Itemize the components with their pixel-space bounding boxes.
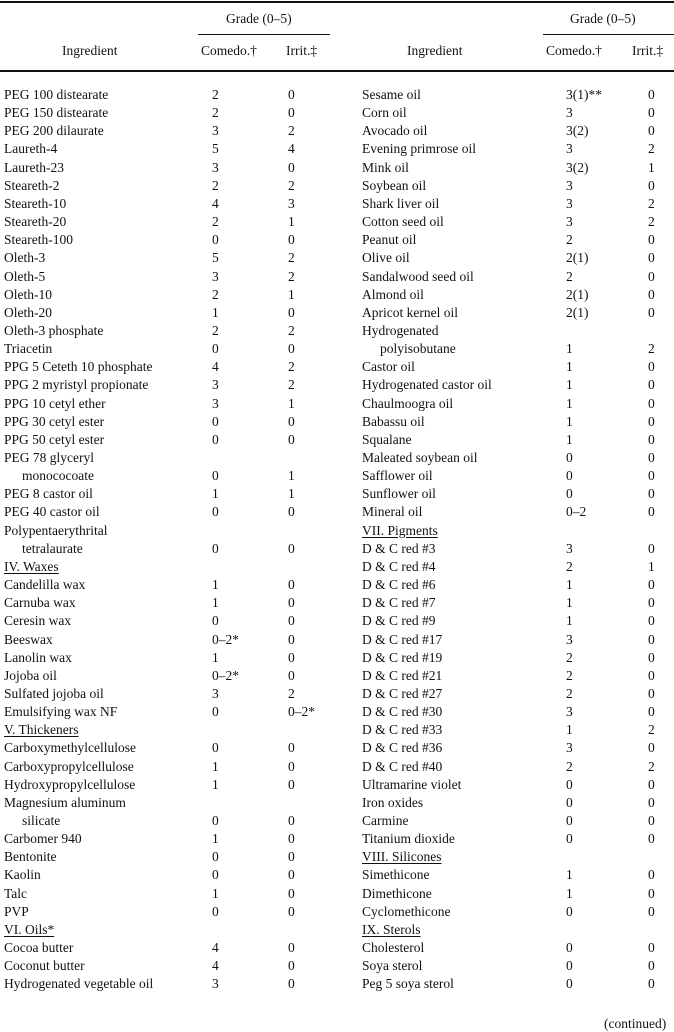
comedogenic-grade: 0–2* <box>212 667 239 683</box>
irritancy-grade: 0 <box>648 250 655 266</box>
irritancy-grade: 0 <box>648 794 655 810</box>
comedogenic-grade: 1 <box>566 867 573 883</box>
irritancy-grade: 0 <box>288 831 295 847</box>
comedogenic-grade: 0 <box>566 794 573 810</box>
comedogenic-grade: 2 <box>212 322 219 338</box>
ingredient-name: Hydrogenated <box>362 322 439 338</box>
ingredient-name: Carbomer 940 <box>4 831 82 847</box>
irritancy-grade: 0 <box>288 740 295 756</box>
comedogenic-grade: 2 <box>566 558 573 574</box>
comedogenic-grade: 0 <box>212 903 219 919</box>
irritancy-grade: 0 <box>648 776 655 792</box>
right-ingredient-header: Ingredient <box>407 43 463 58</box>
irritancy-grade: 1 <box>288 486 295 502</box>
left-comedo-header: Comedo.† <box>201 43 257 58</box>
comedogenic-grade: 3 <box>566 704 573 720</box>
ingredient-name: Carmine <box>362 813 409 828</box>
comedogenic-grade: 5 <box>212 250 219 266</box>
comedogenic-grade: 0 <box>212 740 219 756</box>
irritancy-grade: 1 <box>288 395 295 411</box>
comedogenic-grade: 3 <box>566 540 573 556</box>
ingredient-name: Steareth-10 <box>4 195 67 211</box>
comedogenic-grade: 3 <box>212 268 219 284</box>
irritancy-grade: 0 <box>288 849 295 865</box>
comedogenic-grade: 0 <box>566 976 573 992</box>
irritancy-grade: 0 <box>288 958 295 974</box>
comedogenic-grade: 4 <box>212 940 219 955</box>
comedogenic-grade: 0 <box>212 413 219 429</box>
comedogenic-grade: 4 <box>212 195 219 211</box>
irritancy-grade: 0 <box>648 813 655 828</box>
comedogenic-grade: 0 <box>566 813 573 828</box>
irritancy-grade: 0 <box>648 631 655 647</box>
ingredient-name: monococoate <box>22 468 94 484</box>
comedogenic-grade: 0 <box>212 232 219 248</box>
ingredient-name: Sunflower oil <box>362 486 436 502</box>
comedogenic-grade: 3(1)** <box>566 87 602 102</box>
ingredient-name: Steareth-20 <box>4 214 67 229</box>
ingredient-name: Triacetin <box>4 341 53 357</box>
ingredient-name: D & C red #40 <box>362 758 443 774</box>
ingredient-name: PPG 2 myristyl propionate <box>4 377 149 393</box>
comedogenic-grade: 1 <box>212 577 219 592</box>
ingredient-name: D & C red #4 <box>362 558 436 574</box>
ingredient-name: Steareth-100 <box>4 232 73 248</box>
irritancy-grade: 2 <box>288 322 295 338</box>
irritancy-grade: 0 <box>648 903 655 919</box>
irritancy-grade: 1 <box>288 214 295 229</box>
ingredient-name: Sesame oil <box>362 87 421 102</box>
irritancy-grade: 0 <box>648 304 655 320</box>
ingredient-name: D & C red #27 <box>362 685 443 701</box>
ingredient-name: Coconut butter <box>4 958 85 974</box>
ingredient-name: D & C red #6 <box>362 577 436 592</box>
comedogenic-grade: 0 <box>212 704 219 720</box>
irritancy-grade: 2 <box>288 359 295 375</box>
comedogenic-grade: 5 <box>212 141 219 157</box>
comedogenic-grade: 0 <box>566 831 573 847</box>
comedogenic-grade: 3 <box>566 105 573 121</box>
section-heading: IV. Waxes <box>4 558 59 574</box>
left-ingredient-header: Ingredient <box>62 43 118 58</box>
ingredient-name: Shark liver oil <box>362 195 440 211</box>
ingredient-name: Oleth-3 phosphate <box>4 322 104 338</box>
comedogenic-grade: 2 <box>212 87 219 102</box>
comedogenic-grade: 3 <box>212 159 219 175</box>
comedogenic-grade: 1 <box>212 486 219 502</box>
ingredient-name: Steareth-2 <box>4 177 60 193</box>
irritancy-grade: 0 <box>288 667 295 683</box>
comedogenic-grade: 0 <box>566 486 573 502</box>
comedogenic-grade: 0 <box>566 776 573 792</box>
comedogenic-grade: 2(1) <box>566 304 589 320</box>
ingredient-name: Carnuba wax <box>4 595 76 611</box>
comedogenic-grade: 2(1) <box>566 286 589 302</box>
ingredient-name: PPG 50 cetyl ester <box>4 431 105 447</box>
ingredient-name: Soybean oil <box>362 177 427 193</box>
irritancy-grade: 0 <box>288 431 295 447</box>
comedogenic-grade: 3 <box>212 395 219 411</box>
ingredient-name: Castor oil <box>362 359 415 375</box>
right-comedo-header: Comedo.† <box>546 43 602 58</box>
ingredient-name: Talc <box>4 885 28 901</box>
irritancy-grade: 0 <box>288 649 295 665</box>
comedogenic-grade: 1 <box>212 649 219 665</box>
irritancy-grade: 2 <box>648 195 655 211</box>
irritancy-grade: 0 <box>648 540 655 556</box>
irritancy-grade: 0 <box>648 413 655 429</box>
irritancy-grade: 1 <box>288 286 295 302</box>
irritancy-grade: 0 <box>648 595 655 611</box>
comedogenic-grade: 1 <box>566 577 573 592</box>
irritancy-grade: 0 <box>648 105 655 121</box>
ingredient-name: Laureth-23 <box>4 159 64 175</box>
comedogenic-grade: 0 <box>566 468 573 484</box>
ingredient-name: Ceresin wax <box>4 613 72 629</box>
comedogenic-grade: 1 <box>566 885 573 901</box>
section-heading: VI. Oils* <box>4 921 55 937</box>
comedogenic-grade: 2 <box>212 286 219 302</box>
irritancy-grade: 0 <box>648 577 655 592</box>
irritancy-grade: 0 <box>288 304 295 320</box>
irritancy-grade: 0 <box>648 740 655 756</box>
comedogenic-grade: 1 <box>212 776 219 792</box>
comedogenic-grade: 0 <box>212 540 219 556</box>
ingredient-name: Safflower oil <box>362 468 433 484</box>
header-rule <box>0 70 674 72</box>
ingredient-name: Carboxypropylcellulose <box>4 758 134 774</box>
irritancy-grade: 0 <box>288 813 295 828</box>
left-grade-underline <box>198 34 330 35</box>
right-grade-underline <box>543 34 674 35</box>
irritancy-grade: 0 <box>648 177 655 193</box>
ingredient-name: Squalane <box>362 431 412 447</box>
comedogenic-grade: 3 <box>212 123 219 139</box>
irritancy-grade: 2 <box>648 141 655 157</box>
irritancy-grade: 0 <box>648 504 655 520</box>
comedogenic-grade: 3(2) <box>566 159 589 175</box>
irritancy-grade: 0 <box>648 649 655 665</box>
comedogenic-grade: 1 <box>212 758 219 774</box>
irritancy-grade: 0 <box>648 940 655 955</box>
ingredient-name: tetralaurate <box>22 540 83 556</box>
comedogenic-grade: 4 <box>212 958 219 974</box>
comedogenic-grade: 2 <box>566 758 573 774</box>
comedogenic-grade: 1 <box>566 722 573 738</box>
ingredient-name: Titanium dioxide <box>362 831 455 847</box>
irritancy-grade: 0 <box>288 540 295 556</box>
irritancy-grade: 3 <box>288 195 295 211</box>
ingredient-name: Soya sterol <box>362 958 423 974</box>
ingredient-name: Mineral oil <box>362 504 423 520</box>
ingredient-name: Laureth-4 <box>4 141 58 157</box>
comedogenic-grade: 2 <box>212 214 219 229</box>
ingredient-name: Avocado oil <box>362 123 428 139</box>
irritancy-grade: 2 <box>288 268 295 284</box>
ingredient-name: Lanolin wax <box>4 649 72 665</box>
comedogenic-grade: 1 <box>212 304 219 320</box>
comedogenic-grade: 2 <box>212 177 219 193</box>
comedogenic-grade: 1 <box>566 413 573 429</box>
ingredient-name: PEG 8 castor oil <box>4 486 93 502</box>
ingredient-name: D & C red #21 <box>362 667 443 683</box>
ingredient-name: Carboxymethylcellulose <box>4 740 136 756</box>
comedogenic-grade: 1 <box>566 613 573 629</box>
ingredient-name: Bentonite <box>4 849 57 865</box>
comedogenic-grade: 0 <box>566 903 573 919</box>
ingredient-name: Iron oxides <box>362 794 424 810</box>
ingredient-name: D & C red #9 <box>362 613 436 629</box>
section-heading: IX. Sterols <box>362 921 421 937</box>
comedogenic-grade: 2 <box>566 268 573 284</box>
comedogenic-grade: 2 <box>566 649 573 665</box>
irritancy-grade: 0 <box>288 903 295 919</box>
left-grade-header: Grade (0–5) <box>226 11 292 26</box>
irritancy-grade: 0 <box>648 468 655 484</box>
ingredient-name: D & C red #17 <box>362 631 443 647</box>
ingredient-name: Simethicone <box>362 867 430 883</box>
ingredient-name: Cholesterol <box>362 940 425 955</box>
irritancy-grade: 0 <box>288 105 295 121</box>
irritancy-grade: 0 <box>648 377 655 393</box>
comedogenic-grade: 1 <box>566 431 573 447</box>
ingredient-name: Dimethicone <box>362 885 432 901</box>
irritancy-grade: 2 <box>648 341 655 357</box>
ingredient-name: Oleth-5 <box>4 268 46 284</box>
comedogenic-grade: 1 <box>566 595 573 611</box>
irritancy-grade: 0 <box>648 685 655 701</box>
irritancy-grade: 0 <box>288 504 295 520</box>
irritancy-grade: 0 <box>288 976 295 992</box>
ingredient-name: Ultramarine violet <box>362 776 462 792</box>
irritancy-grade: 1 <box>288 468 295 484</box>
ingredient-name: PEG 100 distearate <box>4 87 109 102</box>
irritancy-grade: 0 <box>648 450 655 465</box>
comedogenic-grade: 3 <box>566 214 573 229</box>
irritancy-grade: 0 <box>648 885 655 901</box>
ingredient-name: Corn oil <box>362 105 407 121</box>
right-grade-header: Grade (0–5) <box>570 11 636 26</box>
ingredient-name: Hydrogenated castor oil <box>362 377 492 393</box>
ingredient-name: Maleated soybean oil <box>362 450 478 465</box>
ingredient-name: PEG 200 dilaurate <box>4 123 104 139</box>
ingredient-name: Cotton seed oil <box>362 214 444 229</box>
irritancy-grade: 0 <box>288 613 295 629</box>
irritancy-grade: 0 <box>288 631 295 647</box>
comedogenic-grade: 3 <box>566 740 573 756</box>
irritancy-grade: 0 <box>288 940 295 955</box>
irritancy-grade: 2 <box>648 214 655 229</box>
ingredient-name: Peanut oil <box>362 232 417 248</box>
section-heading: VIII. Silicones <box>362 849 442 865</box>
comedogenic-grade: 1 <box>566 395 573 411</box>
comedogenic-grade: 0–2* <box>212 631 239 647</box>
irritancy-grade: 0 <box>648 704 655 720</box>
ingredient-name: Oleth-10 <box>4 286 52 302</box>
comedogenic-grade: 1 <box>566 377 573 393</box>
ingredient-name: Oleth-20 <box>4 304 52 320</box>
ingredient-name: D & C red #19 <box>362 649 443 665</box>
comedogenic-grade: 4 <box>212 359 219 375</box>
ingredient-name: Sulfated jojoba oil <box>4 685 104 701</box>
irritancy-grade: 0 <box>648 359 655 375</box>
comedogenic-grade: 0 <box>566 940 573 955</box>
irritancy-grade: 2 <box>288 250 295 266</box>
irritancy-grade: 0–2* <box>288 704 315 720</box>
ingredient-name: silicate <box>22 813 61 828</box>
ingredient-name: Olive oil <box>362 250 410 266</box>
ingredient-name: Mink oil <box>362 159 409 175</box>
comedogenic-grade: 0 <box>212 613 219 629</box>
comedogenic-grade: 3(2) <box>566 123 589 139</box>
irritancy-grade: 4 <box>288 141 295 157</box>
comedogenic-grade: 3 <box>212 377 219 393</box>
irritancy-grade: 2 <box>288 685 295 701</box>
irritancy-grade: 0 <box>288 341 295 357</box>
irritancy-grade: 0 <box>648 613 655 629</box>
irritancy-grade: 2 <box>648 758 655 774</box>
comedogenic-grade: 0 <box>212 867 219 883</box>
irritancy-grade: 0 <box>648 958 655 974</box>
ingredient-name: D & C red #30 <box>362 704 443 720</box>
comedogenic-grade: 3 <box>566 141 573 157</box>
irritancy-grade: 0 <box>288 413 295 429</box>
ingredient-name: Chaulmoogra oil <box>362 395 454 411</box>
irritancy-grade: 0 <box>648 867 655 883</box>
irritancy-grade: 0 <box>288 232 295 248</box>
continued-note: (continued) <box>604 1016 667 1031</box>
comedogenic-grade: 0 <box>212 813 219 828</box>
comedogenic-grade: 0–2 <box>566 504 587 520</box>
ingredient-name: Candelilla wax <box>4 577 86 592</box>
ingredient-name: Cyclomethicone <box>362 903 451 919</box>
irritancy-grade: 0 <box>648 395 655 411</box>
irritancy-grade: 0 <box>288 87 295 102</box>
ingredient-name: D & C red #3 <box>362 540 436 556</box>
ingredient-name: Cocoa butter <box>4 940 74 955</box>
irritancy-grade: 0 <box>288 867 295 883</box>
irritancy-grade: 0 <box>648 268 655 284</box>
ingredient-name: PPG 10 cetyl ether <box>4 395 106 411</box>
comedogenic-grade: 3 <box>212 685 219 701</box>
irritancy-grade: 0 <box>648 87 655 102</box>
comedogenic-grade: 0 <box>212 849 219 865</box>
ingredient-name: Peg 5 soya sterol <box>362 976 454 992</box>
ingredient-name: Apricot kernel oil <box>362 304 458 320</box>
top-rule <box>0 1 674 3</box>
irritancy-grade: 0 <box>288 758 295 774</box>
comedogenic-grade: 3 <box>566 195 573 211</box>
section-heading: V. Thickeners <box>4 722 79 738</box>
ingredient-name: D & C red #33 <box>362 722 443 738</box>
irritancy-grade: 0 <box>288 595 295 611</box>
irritancy-grade: 0 <box>288 776 295 792</box>
ingredient-name: PEG 150 distearate <box>4 105 109 121</box>
comedogenic-grade: 0 <box>212 504 219 520</box>
irritancy-grade: 2 <box>288 177 295 193</box>
ingredient-name: Hydroxypropylcellulose <box>4 776 136 792</box>
irritancy-grade: 2 <box>288 123 295 139</box>
irritancy-grade: 0 <box>648 976 655 992</box>
comedogenic-grade: 0 <box>566 958 573 974</box>
comedogenic-grade: 1 <box>212 885 219 901</box>
comedogenic-grade: 2(1) <box>566 250 589 266</box>
comedogenic-grade: 2 <box>566 667 573 683</box>
irritancy-grade: 1 <box>648 159 655 175</box>
comedogenic-grade: 2 <box>566 685 573 701</box>
comedogenic-grade: 3 <box>212 976 219 992</box>
irritancy-grade: 0 <box>288 577 295 592</box>
irritancy-grade: 0 <box>288 159 295 175</box>
ingredient-name: Kaolin <box>4 867 41 883</box>
ingredient-name: Oleth-3 <box>4 250 46 266</box>
irritancy-grade: 0 <box>648 286 655 302</box>
comedogenic-grade: 0 <box>566 450 573 465</box>
irritancy-grade: 0 <box>648 232 655 248</box>
comedogenic-grade: 0 <box>212 431 219 447</box>
ingredient-name: PVP <box>4 903 29 919</box>
comedogenic-grade: 0 <box>212 468 219 484</box>
irritancy-grade: 0 <box>648 486 655 502</box>
ingredient-name: PEG 78 glyceryl <box>4 450 94 465</box>
irritancy-grade: 0 <box>648 667 655 683</box>
comedogenic-grade: 1 <box>212 595 219 611</box>
comedogenic-grade: 1 <box>212 831 219 847</box>
irritancy-grade: 0 <box>648 123 655 139</box>
ingredient-name: Evening primrose oil <box>362 141 476 157</box>
ingredient-name: Almond oil <box>362 286 424 302</box>
comedogenic-grade: 3 <box>566 631 573 647</box>
ingredient-name: Jojoba oil <box>4 667 57 683</box>
ingredient-name: PPG 5 Ceteth 10 phosphate <box>4 359 153 375</box>
comedogenic-grade: 0 <box>212 341 219 357</box>
ingredient-name: Sandalwood seed oil <box>362 268 474 284</box>
irritancy-grade: 2 <box>288 377 295 393</box>
irritancy-grade: 0 <box>288 885 295 901</box>
section-heading: VII. Pigments <box>362 522 438 538</box>
irritancy-grade: 1 <box>648 558 655 574</box>
irritancy-grade: 0 <box>648 431 655 447</box>
comedogenic-grade: 1 <box>566 359 573 375</box>
comedogenic-grade: 2 <box>212 105 219 121</box>
ingredient-name: Babassu oil <box>362 413 425 429</box>
ingredient-name: PPG 30 cetyl ester <box>4 413 105 429</box>
left-irrit-header: Irrit.‡ <box>286 43 318 58</box>
ingredient-name: Emulsifying wax NF <box>4 704 118 720</box>
ingredient-name: Magnesium aluminum <box>4 794 126 810</box>
comedogenic-grade: 2 <box>566 232 573 248</box>
ingredient-name: polyisobutane <box>380 341 456 357</box>
ingredient-name: Beeswax <box>4 631 53 647</box>
irritancy-grade: 2 <box>648 722 655 738</box>
ingredient-name: D & C red #36 <box>362 740 443 756</box>
comedogenic-grade: 1 <box>566 341 573 357</box>
ingredient-name: Hydrogenated vegetable oil <box>4 976 154 992</box>
comedogenic-grade: 3 <box>566 177 573 193</box>
ingredient-name: D & C red #7 <box>362 595 436 611</box>
right-irrit-header: Irrit.‡ <box>632 43 664 58</box>
ingredient-name: Polypentaerythrital <box>4 522 108 538</box>
ingredient-name: PEG 40 castor oil <box>4 504 100 520</box>
irritancy-grade: 0 <box>648 831 655 847</box>
